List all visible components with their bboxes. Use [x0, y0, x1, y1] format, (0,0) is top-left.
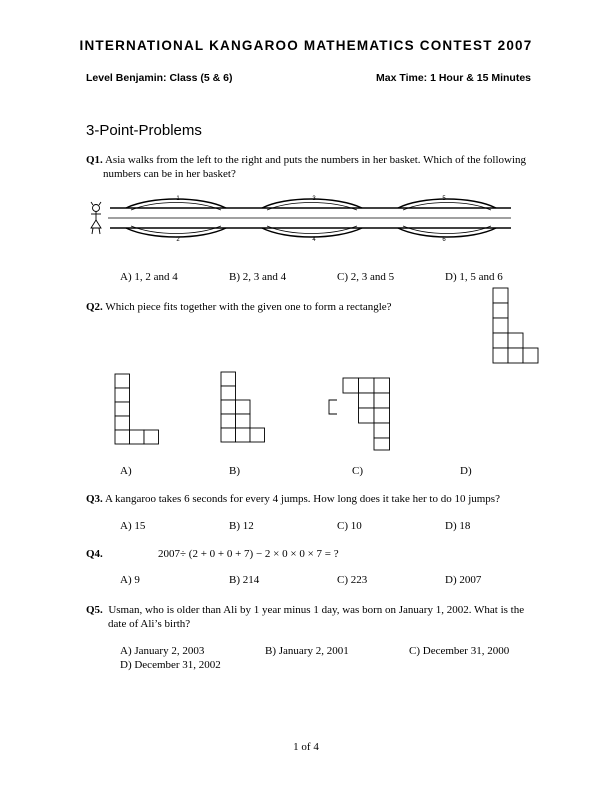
q1-text: Asia walks from the left to the right and puts the numbers in her basket. Which of the following: [104, 154, 527, 166]
q1-road-figure: [86, 190, 516, 245]
time-label: Max Time: 1 Hour & 15 Minutes: [376, 72, 532, 84]
q1-text-line2: numbers can be in her basket?: [103, 168, 236, 180]
walking-girl-icon: [91, 202, 101, 234]
road-label-4: 4: [312, 237, 316, 243]
road-label-1: 1: [176, 196, 180, 202]
q4-expression: 2007÷ (2 + 0 + 0 + 7) − 2 × 0 × 0 × 7 = ?: [158, 548, 339, 560]
q2-text: Which piece fits together with the given one to form a rectangle?: [105, 301, 392, 313]
road-label-3: 3: [312, 196, 316, 202]
q1-option-b: B) 2, 3 and 4: [229, 271, 287, 283]
q4-number: Q4.: [86, 548, 103, 560]
q2-option-d: D): [460, 465, 472, 477]
q2-number: Q2.: [86, 301, 103, 313]
q4-option-a: A) 9: [120, 574, 140, 586]
q3-question: [86, 492, 500, 506]
q5-option-b: B) January 2, 2001: [265, 645, 349, 657]
q3-text: A kangaroo takes 6 seconds for every 4 jumps. How long does it take her to do 10 jumps?: [104, 493, 500, 505]
q5-question: [86, 603, 586, 617]
q2-option-c: C): [352, 465, 363, 477]
q2-option-b: B): [229, 465, 240, 477]
level-label: Level Benjamin: Class (5 & 6): [86, 72, 233, 84]
q3-option-b: B) 12: [229, 520, 254, 532]
road-label-6: 6: [442, 237, 446, 243]
q5-text-line2: date of Ali’s birth?: [108, 618, 191, 630]
q2-piece-a: [115, 374, 163, 446]
q1-number: Q1.: [86, 154, 103, 166]
q2-given-piece: [493, 288, 541, 366]
q2-piece-b: [221, 372, 269, 446]
q5-number: Q5.: [86, 604, 103, 616]
q1-option-c: C) 2, 3 and 5: [337, 271, 395, 283]
q5-option-c: C) December 31, 2000: [409, 645, 510, 657]
q5-option-a: A) January 2, 2003: [120, 645, 205, 657]
q3-option-d: D) 18: [445, 520, 471, 532]
q5-text: Usman, who is older than Ali by 1 year minus 1 day, was born on January 1, 2002. What is the: [108, 604, 525, 616]
q3-option-a: A) 15: [120, 520, 146, 532]
q5-option-d: D) December 31, 2002: [120, 659, 221, 671]
q4-option-d: D) 2007: [445, 574, 482, 586]
q1-option-a: A) 1, 2 and 4: [120, 271, 178, 283]
q3-option-c: C) 10: [337, 520, 362, 532]
page-number: 1 of 4: [293, 741, 319, 753]
q1-option-d: D) 1, 5 and 6: [445, 271, 503, 283]
road-label-2: 2: [176, 237, 180, 243]
road-label-5: 5: [442, 196, 446, 202]
q3-number: Q3.: [86, 493, 103, 505]
q4-option-b: B) 214: [229, 574, 260, 586]
q4-question: [86, 547, 103, 561]
q4-option-c: C) 223: [337, 574, 368, 586]
section-heading: 3-Point-Problems: [86, 122, 202, 139]
road-outline: [108, 199, 511, 237]
road-number-labels: [176, 196, 446, 243]
q2-piece-c: [328, 378, 394, 452]
q1-question: [86, 153, 576, 167]
contest-title: INTERNATIONAL KANGAROO MATHEMATICS CONTEST 2007: [79, 38, 533, 53]
q2-question: [86, 300, 392, 314]
q2-option-a: A): [120, 465, 132, 477]
